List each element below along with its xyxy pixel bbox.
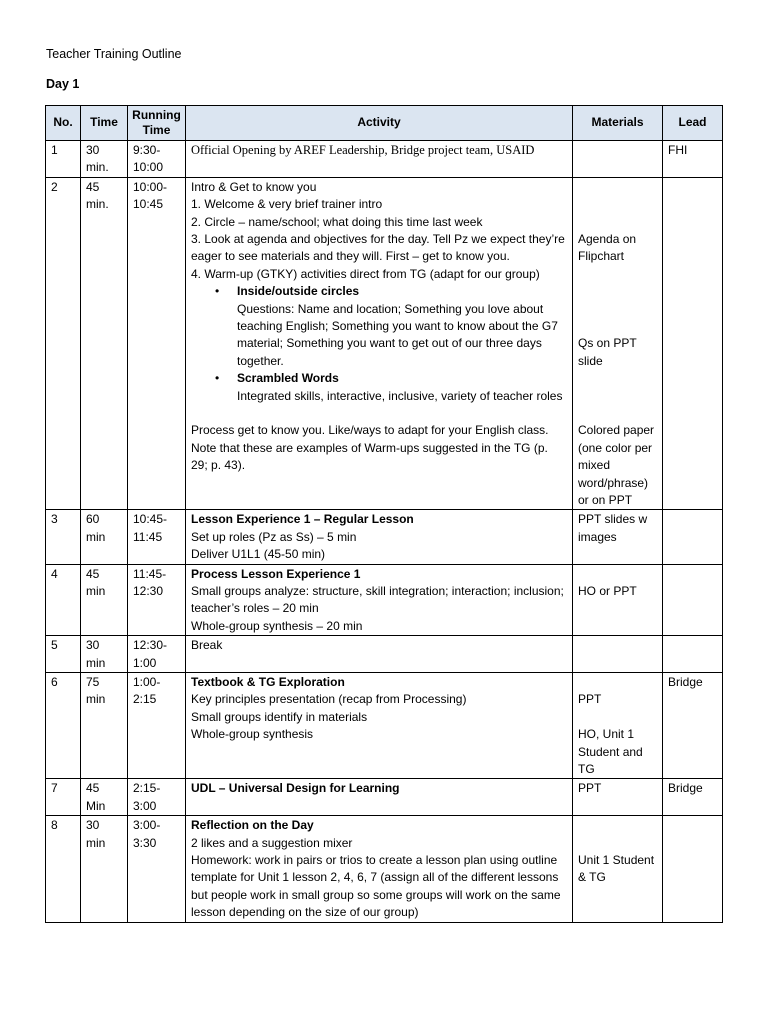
text-line: PPT xyxy=(578,781,602,796)
cell-activity xyxy=(186,141,573,178)
day-heading: Day 1 xyxy=(46,77,80,91)
cell-running-time xyxy=(128,510,186,564)
bullet-item: • Scrambled Words xyxy=(191,370,567,387)
table-row xyxy=(46,177,723,510)
bullet-item: • Inside/outside circles xyxy=(191,283,567,300)
cell-no: 3 xyxy=(46,510,81,564)
cell-time xyxy=(81,673,128,779)
cell-running-time xyxy=(128,564,186,636)
cell-lead xyxy=(663,510,723,564)
running-time-text: 2:15 xyxy=(133,692,157,707)
text-line: Unit 1 Student & TG xyxy=(578,853,655,885)
time-text: min xyxy=(86,584,106,598)
cell-running-time xyxy=(128,779,186,816)
column-header-time: Time xyxy=(81,106,128,141)
time-text: 45 xyxy=(86,781,100,796)
blank-line xyxy=(578,817,657,834)
text-line: Whole-group synthesis xyxy=(191,727,314,742)
text-line: 3. Look at agenda and objectives for the day. Tell Pz we expect they’re eager to see materials and they will. First – get to know you. xyxy=(191,232,565,264)
running-time-text: 12:30 xyxy=(133,584,164,598)
cell-activity xyxy=(186,564,573,636)
text-line: Break xyxy=(191,638,223,653)
time-text: 45 xyxy=(86,179,100,194)
time-text: 30 xyxy=(86,143,100,157)
text-line: HO or PPT xyxy=(578,583,637,598)
running-time-text: 9:30- xyxy=(133,143,161,157)
cell-no: 8 xyxy=(46,816,81,922)
cell-activity xyxy=(186,673,573,779)
text-line: Colored paper (one color per mixed word/phrase) or on PPT xyxy=(578,423,655,507)
cell-no: 7 xyxy=(46,779,81,816)
text-line: Integrated skills, interactive, inclusive, variety of teacher roles xyxy=(237,388,563,403)
cell-no: 6 xyxy=(46,673,81,779)
text-line: Deliver U1L1 (45-50 min) xyxy=(191,547,326,562)
text-line: Small groups identify in materials xyxy=(191,709,368,724)
cell-activity xyxy=(186,177,573,510)
text-line: PPT xyxy=(578,692,602,707)
text-line: Set up roles (Pz as Ss) – 5 min xyxy=(191,529,357,544)
time-text: 45 xyxy=(86,566,100,581)
blank-line xyxy=(578,388,657,405)
blank-line xyxy=(191,405,567,422)
cell-time xyxy=(81,141,128,178)
cell-running-time xyxy=(128,673,186,779)
table-body xyxy=(46,141,723,923)
time-text: min. xyxy=(86,197,109,212)
cell-time xyxy=(81,510,128,564)
running-time-text: 10:45 xyxy=(133,197,164,212)
time-text: 30 xyxy=(86,818,100,833)
text-line: Official Opening by AREF Leadership, Bridge project team, USAID xyxy=(191,143,535,157)
table-row xyxy=(46,564,723,636)
cell-activity xyxy=(186,816,573,922)
time-text: min. xyxy=(86,160,109,175)
cell-activity xyxy=(186,636,573,673)
column-header-materials: Materials xyxy=(573,106,663,141)
text-line: Key principles presentation (recap from Processing) xyxy=(191,692,467,707)
running-time-text: 11:45- xyxy=(133,566,167,581)
activity-heading: UDL – Universal Design for Learning xyxy=(191,781,400,796)
time-text: min xyxy=(86,655,106,670)
document-title: Teacher Training Outline xyxy=(46,47,182,61)
cell-lead: Bridge xyxy=(663,779,723,816)
cell-lead xyxy=(663,816,723,922)
running-time-text: 3:00 xyxy=(133,798,157,813)
table-row xyxy=(46,141,723,178)
text-line: Homework: work in pairs or trios to create a lesson plan using outline template for Unit 1 lesson 2, 4, 6, 7 (assign all of the different lessons but people work in small group so some groups will work on the same lesson depending on the size of our group) xyxy=(191,853,561,920)
table-header-row xyxy=(46,106,723,141)
text-line: Intro & Get to know you xyxy=(191,179,317,194)
cell-materials xyxy=(573,779,663,816)
cell-lead: Bridge xyxy=(663,673,723,779)
column-header-lead: Lead xyxy=(663,106,723,141)
blank-line xyxy=(578,674,657,691)
cell-time xyxy=(81,636,128,673)
cell-materials xyxy=(573,177,663,510)
cell-no: 4 xyxy=(46,564,81,636)
text-line: PPT slides w images xyxy=(578,512,648,544)
cell-time xyxy=(81,564,128,636)
cell-lead xyxy=(663,564,723,636)
text-line: 2. Circle – name/school; what doing this time last week xyxy=(191,214,483,229)
blank-line xyxy=(578,709,657,726)
running-time-text: 10:00 xyxy=(133,160,164,175)
table-row xyxy=(46,673,723,779)
running-time-text: 10:45- xyxy=(133,512,168,527)
running-time-text: 11:45 xyxy=(133,529,163,544)
text-line: Questions: Name and location; Something you love about teaching English; Something you want to know about the G7 material; Something you want to get out of our three days together. xyxy=(237,301,558,368)
running-time-text: 10:00- xyxy=(133,179,168,194)
blank-line xyxy=(578,405,657,422)
blank-line xyxy=(578,266,657,283)
cell-time xyxy=(81,779,128,816)
blank-line xyxy=(578,566,657,583)
column-header-running-time: Running Time xyxy=(128,106,186,141)
table-row xyxy=(46,636,723,673)
activity-heading: Process Lesson Experience 1 xyxy=(191,566,361,581)
blank-line xyxy=(578,283,657,300)
activity-heading: Textbook & TG Exploration xyxy=(191,675,345,690)
text-line: Agenda on Flipchart xyxy=(578,231,637,264)
time-text: min xyxy=(86,692,106,707)
cell-no: 2 xyxy=(46,177,81,510)
cell-running-time xyxy=(128,141,186,178)
cell-lead: FHI xyxy=(663,141,723,178)
text-line: Small groups analyze: structure, skill integration; interaction; inclusion; teacher’s roles – 20 min xyxy=(191,584,564,616)
text-line: HO, Unit 1 Student and TG xyxy=(578,727,643,777)
time-text: 60 xyxy=(86,512,100,527)
blank-line xyxy=(578,835,657,852)
training-outline-table xyxy=(45,105,723,923)
running-time-text: 3:00- xyxy=(133,818,161,833)
cell-time xyxy=(81,177,128,510)
cell-materials xyxy=(573,636,663,673)
table-row xyxy=(46,779,723,816)
blank-line xyxy=(578,179,657,196)
text-line: 4. Warm-up (GTKY) activities direct from TG (adapt for our group) xyxy=(191,266,540,281)
blank-line xyxy=(578,370,657,387)
blank-line xyxy=(578,196,657,213)
cell-materials xyxy=(573,673,663,779)
cell-materials xyxy=(573,564,663,636)
activity-heading: Reflection on the Day xyxy=(191,818,314,833)
blank-line xyxy=(578,301,657,318)
column-header-activity: Activity xyxy=(186,106,573,141)
time-text: 75 xyxy=(86,675,100,690)
running-time-text: 1:00- xyxy=(133,675,161,690)
blank-line xyxy=(578,318,657,335)
column-header-no: No. xyxy=(46,106,81,141)
text-line: 2 likes and a suggestion mixer xyxy=(191,835,353,850)
time-text: Min xyxy=(86,798,106,813)
text-line: Process get to know you. Like/ways to adapt for your English class. Note that these are examples of Warm-ups suggested in the TG (p. 29; p. 43). xyxy=(191,423,549,473)
cell-lead xyxy=(663,177,723,510)
cell-time xyxy=(81,816,128,922)
running-time-text: 12:30- xyxy=(133,638,168,653)
cell-running-time xyxy=(128,816,186,922)
cell-running-time xyxy=(128,177,186,510)
text-line: Qs on PPT slide xyxy=(578,336,637,368)
cell-no: 5 xyxy=(46,636,81,673)
activity-heading: Lesson Experience 1 – Regular Lesson xyxy=(191,512,414,527)
cell-activity xyxy=(186,510,573,564)
cell-activity xyxy=(186,779,573,816)
text-line: Whole-group synthesis – 20 min xyxy=(191,618,363,633)
running-time-text: 3:30 xyxy=(133,835,157,850)
table-row xyxy=(46,816,723,922)
time-text: 30 xyxy=(86,638,100,653)
cell-materials xyxy=(573,141,663,178)
table-row xyxy=(46,510,723,564)
cell-running-time xyxy=(128,636,186,673)
text-line: 1. Welcome & very brief trainer intro xyxy=(191,197,383,212)
time-text: min xyxy=(86,529,106,544)
running-time-text: 1:00 xyxy=(133,655,157,670)
blank-line xyxy=(578,214,657,231)
running-time-text: 2:15- xyxy=(133,781,161,796)
cell-lead xyxy=(663,636,723,673)
cell-materials xyxy=(573,510,663,564)
cell-no: 1 xyxy=(46,141,81,178)
cell-materials xyxy=(573,816,663,922)
time-text: min xyxy=(86,835,106,850)
